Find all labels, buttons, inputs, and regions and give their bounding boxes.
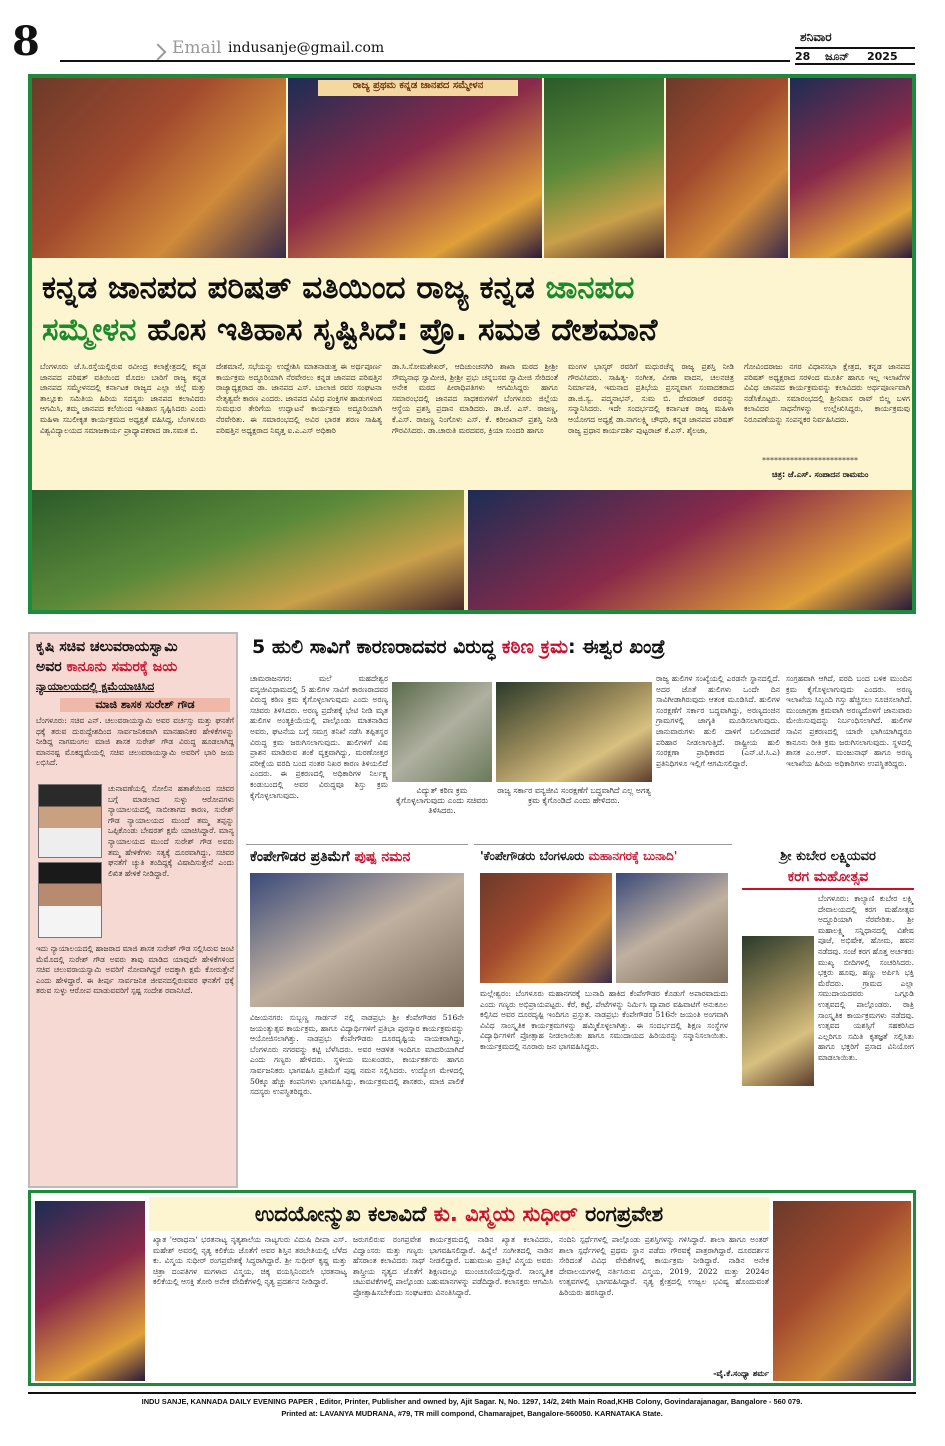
karaga-story: [738, 844, 916, 1184]
top-photo-4: [666, 78, 788, 258]
headline-green-part: ಜಾನಪದ: [545, 270, 635, 306]
tribute-body: ವಿಜಯನಗರ: ಸುಬ್ಬಣ್ಣ ಗಾರ್ಡನ್ ನಲ್ಲಿ ನಾಡಪ್ರಭು ಶ್ರೀ ಕೆಂಪೇಗೌಡರ 516ನೇ ಜಯಂತ್ಯುತ್ಸವ ಕಾರ್ಯಕ್ರಮ, ಹಾಗೂ ವಿದ್ಯಾರ್ಥಿಗಳಿಗೆ ಪ್ರತಿಭಾ ಪುರಸ್ಕಾರ ಕಾರ್ಯಕ್ರಮವನ್ನು ಆಯೋಜಿಸಲಾಗಿತ್ತು. ನಾಡಪ್ರಭು ಕೆಂಪೇಗೌಡರು ದೂರದೃಷ್ಟಿಯ ನಾಯಕರಾಗಿದ್ದು, ಬೆಂಗಳೂರು ನಗರವನ್ನು ಕಟ್ಟಿ ಬೆಳೆಸಿದರು. ಅವರ ಆಡಳಿತ ಇಂದಿಗೂ ಮಾದರಿಯಾಗಿದೆ ಎಂದು ಗಣ್ಯರು ಹೇಳಿದರು. ಸ್ಥಳೀಯ ಮುಖಂಡರು, ಕಾರ್ಯಕರ್ತರು ಹಾಗೂ ಸಾರ್ವಜನಿಕರು ಭಾಗವಹಿಸಿ ಪ್ರತಿಮೆಗೆ ಪುಷ್ಪ ನಮನ ಸಲ್ಲಿಸಿದರು. ಉದ್ಯೋಗ ಮೇಳದಲ್ಲಿ 50ಕ್ಕೂ ಹೆಚ್ಚು ಕಂಪನಿಗಳು ಭಾಗವಹಿಸಿದ್ದು, ಕಾರ್ಯಕ್ರಮದಲ್ಲಿ ಶಾಸಕರು, ಮಾಜಿ ಪಾಲಿಕೆ ಸದಸ್ಯರು ಉಪಸ್ಥಿತರಿದ್ದರು.: [250, 1013, 464, 1097]
tiger-caption-2: ರಾಜ್ಯ ಸರ್ಕಾರ ವನ್ಯಜೀವಿ ಸಂರಕ್ಷಣೆಗೆ ಬದ್ಧವಾಗಿದೆ ಎಲ್ಲ ಅಗತ್ಯ ಕ್ರಮ ಕೈಗೊಂಡಿದೆ ಎಂದು ಹೇಳಿದರು.: [497, 786, 651, 805]
dance-photo-right: [773, 1201, 911, 1381]
headline-part: 'ಕೆಂಪೇಗೌಡರು ಬೆಂಗಳೂರು: [480, 849, 589, 863]
tiger-col-2: ರಾಜ್ಯ ಹುಲಿಗಳ ಸಂಖ್ಯೆಯಲ್ಲಿ ಎರಡನೇ ಸ್ಥಾನದಲ್ಲಿದೆ. ಅದರ ಜೊತೆ ಹುಲಿಗಳು ಒಂದೇ ದಿನ ಸಾವಿಗೀಡಾಗಿರುವುದು ಆತಂಕ ಮೂಡಿಸಿದೆ. ಹುಲಿಗಳ ಸಂರಕ್ಷಣೆಗೆ ಸರ್ಕಾರ ಬದ್ಧವಾಗಿದ್ದು, ಅರಣ್ಯದಂಚಿನ ಗ್ರಾಮಗಳಲ್ಲಿ ಜಾಗೃತಿ ಮೂಡಿಸಲಾಗುವುದು. ಜಾನುವಾರುಗಳು ಹುಲಿ ದಾಳಿಗೆ ಬಲಿಯಾದರೆ ಪರಿಹಾರ ನೀಡಲಾಗುತ್ತಿದೆ. ರಾಷ್ಟ್ರೀಯ ಹುಲಿ ಸಂರಕ್ಷಣಾ ಪ್ರಾಧಿಕಾರದ (ಎನ್.ಟಿ.ಸಿ.ಎ) ಪ್ರತಿನಿಧಿಗಳೂ ಇಲ್ಲಿಗೆ ಆಗಮಿಸಲಿದ್ದಾರೆ.: [656, 674, 780, 768]
top-col-3: ಡಾ.ಸಿ.ಸೋಮಶೇಖರ್, ಆದಿಚುಂಚನಗಿರಿ ಶಾಖಾ ಮಠದ ಶ್ರೀಶ್ರೀ ಸೌಮ್ಯನಾಥ ಸ್ವಾಮೀಜಿ, ಶ್ರೀಶ್ರೀ ಪ್ರಭು ಚನ್ನಬಸವ ಸ್ವಾಮೀಜಿ ಸೇರಿದಂತೆ ಅನೇಕ ಮಠದ ಪೀಠಾಧಿಪತಿಗಳು ಆಗಮಿಸಿದ್ದರು ಹಾಗೂ ಸಮಾರಂಭದಲ್ಲಿ ಜಾನಪದ ಸಾಧಕರುಗಳಿಗೆ ಬೆಂಗಳೂರು ಜಿಲ್ಲೆಯ ಆಸ್ಥೆಯ ಪ್ರಶಸ್ತಿ ಪ್ರದಾನ ಮಾಡಿದರು. ಡಾ.ಜೆ. ಎಸ್. ರಾಜಣ್ಣ, ಕೆ.ಎಸ್. ರಾಜಣ್ಣ ನಿಂಗೊಳು ಎಸ್. ಕೆ. ಕರೀಂಖಾನ್ ಪ್ರಶಸ್ತಿ ನೀಡಿ ಗೌರವಿಸಿದರು. ಡಾ.ಚಾರುತಿ ಮರದವರ, ಕ್ರಿಯಾ ಸುಂದರಿ ಹಾಗೂ: [392, 362, 558, 435]
headline-red-part: ಕಠಿಣ ಕ್ರಮ: [501, 636, 569, 658]
date-day: 28: [795, 50, 811, 63]
headline-part: ಅವರ: [36, 659, 67, 675]
tribute-photo: [250, 873, 464, 1007]
email-address: indusanje@gmail.com: [228, 40, 385, 56]
headline-part: ಕೆಂಪೇಗೌಡರ ಪ್ರತಿಮೆಗೆ: [250, 849, 355, 865]
footer: [28, 1396, 916, 1424]
headline-red-part: ಕಾನೂನು ಸಮರಕ್ಕೆ ಜಯ: [66, 659, 178, 675]
email-label: Email: [172, 38, 222, 58]
weekday: ಶನಿವಾರ: [800, 30, 832, 44]
left-headline-line1: ಕೃಷಿ ಸಚಿವ ಚಲುವರಾಯಸ್ವಾಮಿ: [36, 639, 178, 655]
headline-part: 5 ಹುಲಿ ಸಾವಿಗೆ ಕಾರಣರಾದವರ ವಿರುದ್ಧ: [252, 636, 502, 658]
page-number: 8: [12, 18, 40, 65]
footer-rule: [28, 1392, 916, 1394]
top-photo-3: [544, 78, 664, 258]
left-subhead-2: ಮಾಜಿ ಶಾಸಕ ಸುರೇಶ್ ಗೌಡ: [60, 698, 230, 712]
left-headline-line2: [36, 658, 236, 676]
top-photo-2: [288, 78, 542, 258]
chevron-icon: [150, 44, 167, 61]
top-col-5: ಗೋವಿಂದರಾಜು ನಗರ ವಿಧಾನಸಭಾ ಕ್ಷೇತ್ರದ, ಕನ್ನಡ ಜಾನಪದ ಪರಿಷತ್ ಅಧ್ಯಕ್ಷರಾದ ಸರಳಿಂದ ಮೂರ್ತಿ ಹಾಗೂ ಇಲ್ಲ ಇಲಾಖೆಗಳ ವಿವಿಧ ಜಾನಪದ ಕಾರ್ಯಕ್ರಮವನ್ನು ಕಲಾವಿದರು ಅರ್ಥಪೂರ್ಣವಾಗಿ ನಡೆಸಿಕೊಟ್ಟರು. ಸಮಾರಂಭದಲ್ಲಿ ಶ್ರೀನಿವಾಸ ರಾವ್ ಬಿಲ್ಡ ಬಳಗ ಕಲಾವಿದರ ಸಾಧನೆಗಳನ್ನು ಉಲ್ಲೇಖಿಸಿದ್ದರು, ಕಾರ್ಯಕ್ರಮವು ನಿರೂಪಣೆಯನ್ನು ಸಂಪನ್ನಕರ ನಿರ್ವಹಿಸಿದರು.: [744, 362, 910, 424]
left-portrait-1: [38, 784, 102, 858]
top-col-1: ಬೆಂಗಳೂರು ಜೆ.ಸಿ.ರಸ್ತೆಯಲ್ಲಿರುವ ರವೀಂದ್ರ ಕಲಾಕ್ಷೇತ್ರದಲ್ಲಿ ಕನ್ನಡ ಜಾನಪದ ಪರಿಷತ್ ವತಿಯಿಂದ ಮೊದಲ ಬಾರಿಗೆ ರಾಜ್ಯ ಕನ್ನಡ ಜಾನಪದ ಸಮ್ಮೇಳನದಲ್ಲಿ ಕರ್ನಾಟಕ ರಾಜ್ಯದ ಎಲ್ಲಾ ಜಿಲ್ಲೆ ಮತ್ತು ತಾಲ್ಲೂಕು ಸಮಿತಿಯ ಹಿರಿಯ ಸದಸ್ಯರು ಜಾನಪದ ಕಲಾವಿದರು ಆಗಮಿಸಿ, ತಮ್ಮ ಜಾನಪದ ಕಲೆಯಿಂದ ಇತಿಹಾಸ ಸೃಷ್ಟಿಸಿದರು ಎಂದು ಮಹಿಳಾ ಸಬಲೀಕೃತ ಕಾರ್ಯಕ್ರಮದ ಅಧ್ಯಕ್ಷತೆ ವಹಿಸಿದ್ದ, ಬೆಂಗಳೂರು ವಿಶ್ವವಿದ್ಯಾಲಯದ ಸಮಾಜಕಾರ್ಯ ಪ್ರಾಧ್ಯಾಪಕರಾದ ಡಾ.ಸಮತ ಬಿ.: [40, 362, 206, 435]
city-photo-1: [480, 873, 612, 983]
kempegowda-city: [474, 844, 732, 1184]
kempegowda-tribute: [246, 844, 468, 1184]
banner-text: ರಾಜ್ಯ ಪ್ರಥಮ ಕನ್ನಡ ಜಾನಪದ ಸಮ್ಮೇಳನ: [318, 80, 518, 96]
headline-part: ಉದಯೋನ್ಮುಖ ಕಲಾವಿದೆ: [254, 1202, 434, 1226]
dance-byline: -ವೈ.ಕೆ.ಸಂಧ್ಯಾ ಶರ್ಮ: [713, 1369, 769, 1378]
footer-line-2: Printed at: LAVANYA MUDRANA, #79, TR mill compond, Chamarajpet, Bangalore-560050. KARNATAKA State.: [281, 1409, 663, 1418]
headline-part: ಕನ್ನಡ ಜಾನಪದ ಪರಿಷತ್ ವತಿಯಿಂದ ರಾಜ್ಯ ಕನ್ನಡ: [42, 270, 546, 306]
tiger-col-3: ಸಂಗ್ರಹವಾಗಿ ಆಗಿದೆ, ವರದಿ ಬಂದ ಬಳಿಕ ಮುಂದಿನ ಕ್ರಮ ಕೈಗೊಳ್ಳಲಾಗುವುದು ಎಂದರು. ಅರಣ್ಯ ಇಲಾಖೆಯ ಸಿಬ್ಬಂದಿ ಗಸ್ತು ಹೆಚ್ಚಿಸಲು ಸೂಚಿಸಲಾಗಿದೆ. ಮುಂಜಾಗ್ರತಾ ಕ್ರಮವಾಗಿ ಅರಣ್ಯದೊಳಗೆ ಜಾನುವಾರು ಮೇಯಿಸುವುದನ್ನು ನಿರ್ಬಂಧಿಸಲಾಗಿದೆ. ಹುಲಿಗಳ ಸಾವಿನ ಪ್ರಕರಣದಲ್ಲಿ ಯಾರೇ ಭಾಗಿಯಾಗಿದ್ದರೂ ಕಾನೂನು ರೀತಿ ಕ್ರಮ ಜರುಗಿಸಲಾಗುವುದು. ಸ್ಥಳದಲ್ಲಿ ಶಾಸಕ ಎಂ.ಆರ್. ಮಂಜುನಾಥ್ ಹಾಗೂ ಅರಣ್ಯ ಇಲಾಖೆಯ ಹಿರಿಯ ಅಧಿಕಾರಿಗಳು ಉಪಸ್ಥಿತರಿದ್ದರು.: [786, 674, 912, 768]
headline-red-part: ಮಹಾನಗರಕ್ಕೆ ಬುನಾದಿ': [588, 849, 678, 863]
top-headline-line1: [42, 268, 908, 308]
left-story-box: [28, 632, 238, 1188]
top-bottom-photo-1: [32, 490, 464, 610]
top-bottom-photo-2: [468, 490, 912, 610]
date-month: ಜೂನ್: [825, 50, 850, 63]
dance-photo-left: [35, 1201, 145, 1381]
stars-divider: ************************: [762, 456, 858, 465]
city-body: ಮಲ್ಲೇಶ್ವರಂ: ಬೆಂಗಳೂರು ಮಹಾನಗರಕ್ಕೆ ಬುನಾದಿ ಹಾಕಿದ ಕೆಂಪೇಗೌಡರ ಕೊಡುಗೆ ಅಪಾರವಾದುದು ಎಂದು ಗಣ್ಯರು ಅಭಿಪ್ರಾಯಪಟ್ಟರು. ಕೆರೆ, ಕಟ್ಟೆ, ಪೇಟೆಗಳನ್ನು ನಿರ್ಮಿಸಿ ವ್ಯಾಪಾರ ವಹಿವಾಟಿಗೆ ಅನುಕೂಲ ಕಲ್ಪಿಸಿದ ಅವರ ದೂರದೃಷ್ಟಿ ಇಂದಿಗೂ ಪ್ರಸ್ತುತ. ನಾಡಪ್ರಭು ಕೆಂಪೇಗೌಡರ 516ನೇ ಜಯಂತಿ ಅಂಗವಾಗಿ ವಿವಿಧ ಸಾಂಸ್ಕೃತಿಕ ಕಾರ್ಯಕ್ರಮಗಳನ್ನು ಹಮ್ಮಿಕೊಳ್ಳಲಾಗಿತ್ತು. ಈ ಸಂದರ್ಭದಲ್ಲಿ ಶಿಕ್ಷಣ ಸಂಸ್ಥೆಗಳ ವಿದ್ಯಾರ್ಥಿಗಳಿಗೆ ಪ್ರೋತ್ಸಾಹ ನೀಡಲಾಯಿತು ಹಾಗೂ ಸಮುದಾಯದ ಹಿರಿಯರನ್ನು ಸನ್ಮಾನಿಸಲಾಯಿತು. ಕಾರ್ಯಕ್ರಮದಲ್ಲಿ ನೂರಾರು ಜನ ಭಾಗವಹಿಸಿದ್ದರು.: [480, 989, 728, 1051]
dance-story: [28, 1190, 916, 1386]
tiger-caption-1: ವಿದ್ಯುತ್ ಕಠಿಣ ಕ್ರಮ ಕೈಗೊಳ್ಳಲಾಗುವುದು ಎಂದು ಸಚಿವರು ತಿಳಿಸಿದರು.: [396, 786, 488, 815]
left-subhead-1: ನ್ಯಾಯಾಲಯದಲ್ಲಿ ಕ್ಷಮೆಯಾಚಿಸಿದ: [36, 680, 155, 693]
tiger-photo-1: [392, 682, 492, 782]
tiger-col-1: ಚಾಮರಾಜನಗರ: ಮಲೆ ಮಹದೇಶ್ವರ ವನ್ಯಜೀವಿಧಾಮದಲ್ಲಿ 5 ಹುಲಿಗಳ ಸಾವಿಗೆ ಕಾರಣರಾದವರ ವಿರುದ್ಧ ಕಠಿಣ ಕ್ರಮ ಕೈಗೊಳ್ಳಲಾಗುವುದು ಎಂದು ಅರಣ್ಯ ಸಚಿವರು ತಿಳಿಸಿದರು. ಅರಣ್ಯ ಪ್ರದೇಶಕ್ಕೆ ಭೇಟಿ ನೀಡಿ ಮೃತ ಹುಲಿಗಳ ಅಂತ್ಯಕ್ರಿಯೆಯಲ್ಲಿ ಪಾಲ್ಗೊಂಡು ಮಾತನಾಡಿದ ಅವರು, ಘಟನೆಯ ಬಗ್ಗೆ ಸಮಗ್ರ ತನಿಖೆ ನಡೆಸಿ ತಪ್ಪಿತಸ್ಥರ ವಿರುದ್ಧ ಕ್ರಮ ಜರುಗಿಸಲಾಗುವುದು. ಹುಲಿಗಳಿಗೆ ವಿಷ ಪ್ರಾಶನ ಮಾಡಿರುವ ಶಂಕೆ ವ್ಯಕ್ತವಾಗಿದ್ದು, ಮರಣೋತ್ತರ ಪರೀಕ್ಷೆಯ ವರದಿ ಬಂದ ನಂತರ ನಿಖರ ಕಾರಣ ತಿಳಿಯಲಿದೆ ಎಂದರು. ಈ ಪ್ರಕರಣದಲ್ಲಿ ಅಧಿಕಾರಿಗಳ ನಿರ್ಲಕ್ಷ್ಯ ಕಂಡುಬಂದಲ್ಲಿ ಅವರ ವಿರುದ್ಧವೂ ಶಿಸ್ತು ಕ್ರಮ ಕೈಗೊಳ್ಳಲಾಗುವುದು.: [250, 674, 388, 800]
dance-col-2: ಜರುಗಲಿರುವ ರಂಗಪ್ರವೇಶ ಕಾರ್ಯಕ್ರಮದಲ್ಲಿ ನಾಡಿನ ಖ್ಯಾತ ಕಲಾವಿದರು, ವಿದ್ವಾಂಸರು ಮತ್ತು ಗಣ್ಯರು ಭಾಗವಹಿಸಲಿದ್ದಾರೆ. ಹಿನ್ನೆಲೆ ಸಂಗೀತದಲ್ಲಿ ನಾಡಿನ ಹೆಸರಾಂತ ಕಲಾವಿದರು ಸಾಥ್ ನೀಡಲಿದ್ದಾರೆ. ಬಹುಮುಖ ಪ್ರತಿಭೆ ವಿಸ್ಮಯ ಅವರು ಶಾಸ್ತ್ರೀಯ ನೃತ್ಯದ ಜೊತೆಗೆ ಶಿಕ್ಷಣದಲ್ಲೂ ಮುಂಚೂಣಿಯಲ್ಲಿದ್ದಾರೆ. ಸಾಂಸ್ಕೃತಿಕ ಚಟುವಟಿಕೆಗಳಲ್ಲಿ ಪಾಲ್ಗೊಂಡು ಬಹುಮಾನಗಳನ್ನು ಪಡೆದಿದ್ದಾರೆ. ಕಲಾಸಕ್ತರು ಆಗಮಿಸಿ ಪ್ರೋತ್ಸಾಹಿಸಬೇಕೆಂದು ಸಂಘಟಕರು ವಿನಂತಿಸಿದ್ದಾರೆ.: [353, 1235, 553, 1297]
tiger-story: [246, 632, 916, 842]
karaga-rule: [742, 888, 914, 890]
left-portrait-2: [38, 862, 102, 938]
headline-red-part: ಪುಷ್ಪ ನಮನ: [354, 849, 411, 865]
date-box: [795, 47, 915, 65]
top-headline-line2: [42, 310, 908, 350]
karaga-headline-1: ಶ್ರೀ ಕುಬೇರ ಲಕ್ಷ್ಮಿಯವರ: [780, 849, 876, 864]
left-body-2: ಚುನಾವಣೆಯಲ್ಲಿ ಸೋಲಿನ ಹತಾಶೆಯಿಂದ ಸಚಿವರ ಬಗ್ಗೆ ಮಾಡಲಾದ ಸುಳ್ಳು ಆರೋಪಗಳು ನ್ಯಾಯಾಲಯದಲ್ಲಿ ಸಾಬೀತಾಗದ ಕಾರಣ, ಸುರೇಶ್ ಗೌಡ ನ್ಯಾಯಾಲಯದ ಮುಂದೆ ತಮ್ಮ ತಪ್ಪನ್ನು ಒಪ್ಪಿಕೊಂಡು ಬೇಷರತ್ ಕ್ಷಮೆ ಯಾಚಿಸಿದ್ದಾರೆ. ಮಾನ್ಯ ನ್ಯಾಯಾಲಯದ ಮುಂದೆ ಸುರೇಶ್ ಗೌಡ ಅವರು ತಮ್ಮ ಹೇಳಿಕೆಗಳು ಸತ್ಯಕ್ಕೆ ದೂರವಾಗಿದ್ದು, ಸಚಿವರ ಘನತೆಗೆ ಚ್ಯುತಿ ತಂದಿದ್ದಕ್ಕೆ ವಿಷಾದಿಸುತ್ತೇನೆ ಎಂದು ಲಿಖಿತ ಹೇಳಿಕೆ ನೀಡಿದ್ದಾರೆ.: [108, 784, 234, 878]
karaga-body: ಬೆಂಗಳೂರು: ಕಾಲ್ಯಾಣಿ ಕುಬೇರ ಲಕ್ಷ್ಮಿ ದೇವಾಲಯದಲ್ಲಿ ಕರಗ ಮಹೋತ್ಸವ ಅದ್ದೂರಿಯಾಗಿ ನೆರವೇರಿತು. ಶ್ರೀ ಮಹಾಲಕ್ಷ್ಮಿ ಸನ್ನಿಧಾನದಲ್ಲಿ ವಿಶೇಷ ಪೂಜೆ, ಅಭಿಷೇಕ, ಹೋಮ, ಹವನ ನಡೆದವು. ಸಂಜೆ ಕರಗ ಹೊತ್ತ ಅರ್ಚಕರು ಮುಖ್ಯ ಬೀದಿಗಳಲ್ಲಿ ಸಂಚರಿಸಿದರು. ಭಕ್ತರು ಹೂವು, ಹಣ್ಣು ಅರ್ಪಿಸಿ ಭಕ್ತಿ ಮೆರೆದರು. ಗ್ರಾಮದ ಎಲ್ಲಾ ಸಮುದಾಯದವರು ಒಗ್ಗೂಡಿ ಉತ್ಸವದಲ್ಲಿ ಪಾಲ್ಗೊಂಡರು. ರಾತ್ರಿ ಸಾಂಸ್ಕೃತಿಕ ಕಾರ್ಯಕ್ರಮಗಳು ನಡೆದವು. ಉತ್ಸವದ ಯಶಸ್ಸಿಗೆ ಸಹಕರಿಸಿದ ಎಲ್ಲರಿಗೂ ಸಮಿತಿ ಕೃತಜ್ಞತೆ ಸಲ್ಲಿಸಿತು ಹಾಗೂ ಭಕ್ತರಿಗೆ ಪ್ರಸಾದ ವಿನಿಯೋಗ ಮಾಡಲಾಯಿತು.: [818, 894, 914, 1062]
headline-green-part: ಸಮ್ಮೇಳನ: [42, 312, 148, 348]
tiger-headline: [252, 634, 912, 660]
date-year: 2025: [867, 50, 898, 63]
page-header: [0, 0, 945, 72]
tribute-headline: [250, 849, 464, 865]
top-photo-5: [790, 78, 912, 258]
footer-line-1: INDU SANJE, KANNADA DAILY EVENING PAPER , Editor, Printer, Publisher and owned by, Ajit Sagar. N, No. 1297, 14/2, 24th Main Road,KHB Colony, Govindarajanagar, Bangalore - 560 079.: [141, 1397, 803, 1406]
headline-part: ಹೊಸ ಇತಿಹಾಸ ಸೃಷ್ಟಿಸಿದೆ: ಪ್ರೊ. ಸಮತ ದೇಶಮಾನೆ: [147, 312, 658, 348]
headline-red-part: ಕು. ವಿಸ್ಮಯ ಸುಧೀರ್: [433, 1202, 578, 1226]
header-rule: [60, 60, 790, 62]
top-photo-1: [32, 78, 286, 258]
city-photo-2: [616, 873, 728, 983]
top-story-frame: [28, 74, 916, 614]
headline-part: : ಈಶ್ವರ ಖಂಡ್ರೆ: [568, 636, 666, 658]
dance-headline: [149, 1197, 769, 1231]
top-col-4: ಮಂಗಳ ಭಾಸ್ಕರ್ ರವರಿಗೆ ಮಧುರಚೆನ್ನ ರಾಜ್ಯ ಪ್ರಶಸ್ತಿ ನೀಡಿ ಗೌರವಿಸಿದರು. ಸಾಹಿತ್ಯ- ಸಂಗೀತ, ವೀಣಾ ವಾದನ, ಚಲನಚಿತ್ರ ನಿರ್ಮಾಪಕಿ, ಇಮನಾದ ಪ್ರತಿಭೆಯ ಪ್ರಸನ್ನವಾಗ ಸಂವಾದಕರಾದ ಡಾ.ಜಿ.ಸ್ವ. ಪದ್ಮನಾಭನ್, ಸುಮ ಬಿ. ದೇವರಾಜ್ ರವರನ್ನು ಸನ್ಮಾನಿಸಿದರು. ಇದೇ ಸಂದರ್ಭದಲ್ಲಿ ಕರ್ನಾಟಕ ರಾಜ್ಯ ಮಹಿಳಾ ಆಯೋಗದ ಅಧ್ಯಕ್ಷೆ ಡಾ.ನಾಗಲಕ್ಷ್ಮಿ ಚೌಧರಿ, ಕನ್ನಡ ಜಾನಪದ ಪರಿಷತ್ ರಾಜ್ಯ ಪ್ರಧಾನ ಕಾರ್ಯದರ್ಶಿ ಪುಟ್ಟರಾಜ್ ಕೆ.ಎಸ್. ಶೈಲಜಾ,: [568, 362, 734, 435]
headline-part: ರಂಗಪ್ರವೇಶ: [577, 1202, 664, 1226]
dance-col-1: ಖ್ಯಾತ 'ಆರಾಧನಾ' ಭರತನಾಟ್ಯ ನೃತ್ಯಶಾಲೆಯ ನಾಟ್ಯಗುರು ವಿದುಷಿ ದೀಪಾ ಎಸ್. ಮಹೇಶ್ ಅವರಲ್ಲಿ ನೃತ್ಯ ಕಲಿಕೆಯ ಜೊತೆಗೆ ಅವರ ಶಿಸ್ತಿನ ತರಬೇತಿಯಲ್ಲಿ ಬೆಳೆದ ಕು. ವಿಸ್ಮಯ ಸುಧೀರ್ ರಂಗಪ್ರವೇಶಕ್ಕೆ ಸಿದ್ಧರಾಗಿದ್ದಾರೆ. ಶ್ರೀ ಸುಧೀರ್ ಕೃಷ್ಣ ಮತ್ತು ಚಿತ್ರಾ ದಂಪತಿಗಳ ಮಗಳಾದ ವಿಸ್ಮಯ, ಚಿಕ್ಕ ವಯಸ್ಸಿನಿಂದಲೇ ಭರತನಾಟ್ಯ ಕಲಿಕೆಯಲ್ಲಿ ಆಸಕ್ತಿ ತೋರಿ ಅನೇಕ ವೇದಿಕೆಗಳಲ್ಲಿ ನೃತ್ಯ ಪ್ರದರ್ಶನ ನೀಡಿದ್ದಾರೆ.: [153, 1235, 347, 1287]
dance-col-3: ನಂದಿನಿ ಸ್ಪರ್ಧೆಗಳಲ್ಲಿ ಪಾಲ್ಗೊಂಡು ಪ್ರಶಸ್ತಿಗಳನ್ನು ಗಳಿಸಿದ್ದಾರೆ. ಶಾಲಾ ಹಾಗೂ ಅಂತರ್ ಶಾಲಾ ಸ್ಪರ್ಧೆಗಳಲ್ಲಿ ಪ್ರಥಮ ಸ್ಥಾನ ಪಡೆದು ಗೌರವಕ್ಕೆ ಪಾತ್ರರಾಗಿದ್ದಾರೆ. ದೂರದರ್ಶನ ಸೇರಿದಂತೆ ವಿವಿಧ ವೇದಿಕೆಗಳಲ್ಲಿ ಕಾರ್ಯಕ್ರಮ ನೀಡಿದ್ದಾರೆ. ನಾಡಿನ ಅನೇಕ ದೇವಾಲಯಗಳಲ್ಲಿ ನರ್ತಿಸಿರುವ ವಿಸ್ಮಯ, 2019, 2022 ಮತ್ತು 2024ರ ಉತ್ಸವಗಳಲ್ಲಿ ಭಾಗವಹಿಸಿದ್ದಾರೆ. ನೃತ್ಯ ಕ್ಷೇತ್ರದಲ್ಲಿ ಉಜ್ವಲ ಭವಿಷ್ಯ ಹೊಂದುವಂತೆ ಹಿರಿಯರು ಹರಸಿದ್ದಾರೆ.: [559, 1235, 769, 1297]
left-body-1: ಬೆಂಗಳೂರು: ಸಚಿವ ಎನ್. ಚಲುವರಾಯಸ್ವಾಮಿ ಅವರ ವರ್ಚಸ್ಸು ಮತ್ತು ಘನತೆಗೆ ಧಕ್ಕೆ ತರುವ ದುರುದ್ದೇಶದಿಂದ ಸಾರ್ವಜನಿಕವಾಗಿ ಮಾನಹಾನಿಕರ ಹೇಳಿಕೆಗಳನ್ನು ನೀಡಿದ್ದ ನಾಗಮಂಗಲ ಮಾಜಿ ಶಾಸಕ ಸುರೇಶ್ ಗೌಡ ವಿರುದ್ಧ ಹೂಡಲಾಗಿದ್ದ ಮಾನನಷ್ಟ ಮೊಕದ್ದಮೆಯಲ್ಲಿ ಸಚಿವ ಚಲುವರಾಯಸ್ವಾಮಿ ಅವರಿಗೆ ಭಾರಿ ಜಯ ಲಭಿಸಿದೆ.: [36, 716, 234, 768]
karaga-headline-2: ಕರಗ ಮಹೋತ್ಸವ: [787, 869, 869, 885]
city-headline: [480, 849, 728, 864]
top-col-2: ದೇಶಮಾನೆ, ಸಭೆಯನ್ನು ಉದ್ದೇಶಿಸಿ ಮಾತನಾಡುತ್ತ ಈ ಅರ್ಥಪೂರ್ಣ ಕಾರ್ಯಕ್ರಮ ಅದ್ಧೂರಿಯಾಗಿ ನೆರವೇರಲು ಕನ್ನಡ ಜಾನಪದ ಪರಿಷತ್ತಿನ ರಾಜ್ಯಾಧ್ಯಕ್ಷರಾದ ಡಾ. ಜಾನಪದ ಎಸ್. ಬಾಲಾಜಿ ರವರ ಸಂಘಟನಾ ನೇತೃತ್ವವೇ ಕಾರಣ ಎಂದರು. ಜಾನಪದ ವಿವಿಧ ಪಂಕ್ತಿಗಳ ಹಾಡುಗಳಿಂದ ಸುಮಧುರ ತೇರಿಗೆಯ ಉದ್ಘಾಟನೆ ಕಾರ್ಯಕ್ರಮ ಅದ್ದೂರಿಯಾಗಿ ನೆರವೇರಿತು. ಈ ಸಮಾರಂಭದಲ್ಲಿ ಅವಿರ ಭಾರತ ಶರಣ ಸಾಹಿತ್ಯ ಪರಿಷತ್ತಿನ ಅಧ್ಯಕ್ಷರಾದ ನಿವೃತ್ತ ಐ.ಎ.ಎಸ್ ಅಧಿಕಾರಿ: [216, 362, 382, 435]
tiger-photo-2: [496, 682, 652, 782]
left-body-3: ಇದು ನ್ಯಾಯಾಲಯದಲ್ಲಿ ಹಾಜರಾದ ಮಾಜಿ ಶಾಸಕ ಸುರೇಶ್ ಗೌಡ ಸಲ್ಲಿಸಿರುವ ಜಂಟಿ ಮೆಮೊದಲ್ಲಿ ಸುರೇಶ್ ಗೌಡ ಅವರು ತಾವು ಮಾಡಿದ ಯಾವುದೇ ಹೇಳಿಕೆಗಳಿಂದ ಸಚಿವ ಚಲುವರಾಯಸ್ವಾಮಿ ಅವರಿಗೆ ನೋವಾಗಿದ್ದರೆ ಅದಕ್ಕಾಗಿ ಕ್ಷಮೆ ಕೋರುತ್ತೇನೆ ಎಂದು ಹೇಳಿದ್ದಾರೆ. ಈ ತೀರ್ಪು ಸಾರ್ವಜನಿಕ ಜೀವನದಲ್ಲಿರುವವರ ಘನತೆಗೆ ಧಕ್ಕೆ ತರುವ ಸುಳ್ಳು ಆರೋಪ ಮಾಡುವವರಿಗೆ ಸ್ಪಷ್ಟ ಸಂದೇಶ ರವಾನಿಸಿದೆ.: [36, 944, 234, 996]
photo-credit: ಚಿತ್ರ: ಜೆ.ಎಸ್. ಸಂಪಾದನ ರಾಮಮಂ: [772, 470, 869, 479]
